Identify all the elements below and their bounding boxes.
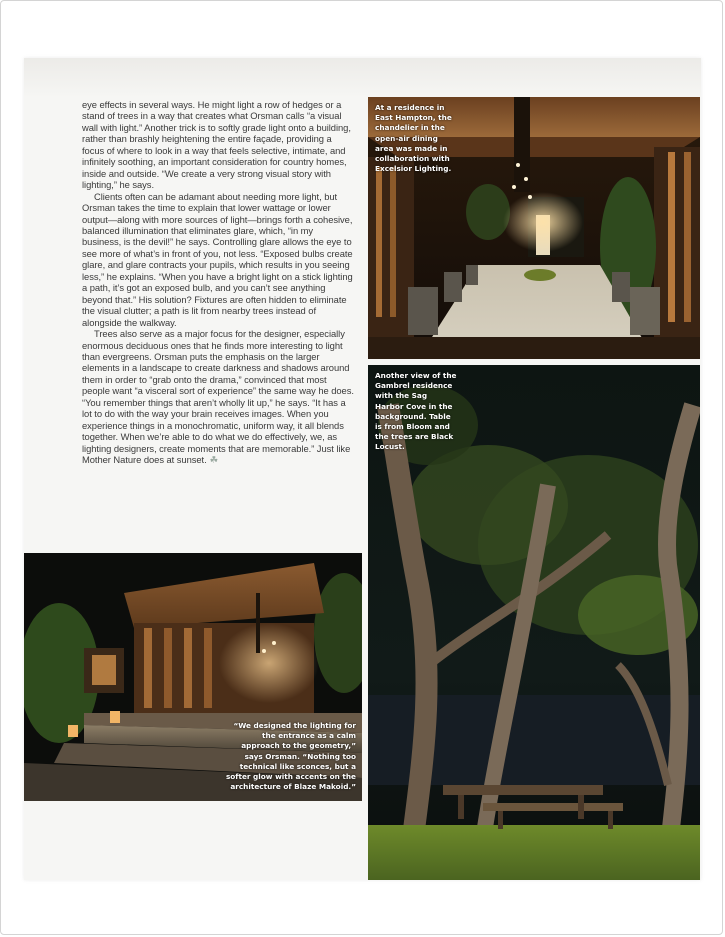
trees-caption-line: background. Table (375, 411, 451, 421)
dining-caption-line: East Hampton, the (375, 113, 452, 123)
leaf-mark-icon: ☘ (209, 454, 219, 466)
entrance-caption-line: architecture of Blaze Makoid.” (230, 782, 356, 792)
paragraph-3-text: Trees also serve as a major focus for the designer, especially enormous deciduous ones that he finds more interesting to light than evergreens. Orsman puts the emphasis on the larger elements in a landscape to create darkness and shadows around them in order to “grab onto the drama,” convinced that most people want “a visceral sort of experience” the same way he does. “You remember things that aren’t wholly lit up,” he says. “It has a lot to do with the way your brain receives images. When you experience things in a monochromatic, uniform way, it all blends together. When we’re able to do what we do effectively, we, as lighting designers, create moments that are memorable.” Just like Mother Nature does at sunset. (82, 328, 354, 466)
paragraph-1: eye effects in several ways. He might light a row of hedges or a stand of trees in a way that creates what Orsman calls “a visual wall with light.” Another trick is to softly grade light onto a building, rather than brashly heightening the entire façade, providing a focus of where to look in a way that feels selective, intimate, and infinitely soothing, an important consideration for country homes, inside and outside. “We create a very strong visual story with lighting,” he says. (82, 99, 351, 191)
entrance-caption-line: “We designed the lighting for (233, 721, 356, 730)
entrance-caption-line: softer glow with accents on the (225, 772, 356, 782)
trees-photo (368, 365, 700, 880)
entrance-caption-line: the entrance as a calm (262, 731, 356, 741)
trees-caption-line: Locust. (375, 442, 405, 452)
dining-caption-line: At a residence in (375, 103, 445, 112)
trees-caption-line: the trees are Black (375, 432, 454, 442)
page-top-shade (24, 58, 701, 98)
trees-caption-line: Gambrel residence (375, 381, 453, 391)
entrance-caption (226, 721, 356, 792)
paragraph-3 (82, 328, 354, 465)
dining-photo (368, 97, 700, 359)
entrance-caption-line: says Orsman. “Nothing too (244, 751, 356, 761)
trees-caption (375, 371, 456, 453)
trees-caption-line: with the Sag (375, 391, 428, 401)
article-body (82, 99, 354, 466)
trees-caption-line: Harbor Cove in the (375, 401, 453, 411)
entrance-caption-line: approach to the geometry,” (241, 741, 356, 751)
dining-caption-line: chandelier in the (375, 123, 445, 133)
trees-caption-line: is from Bloom and (375, 422, 450, 432)
dining-caption-line: collaboration with (375, 154, 450, 164)
entrance-photo (24, 553, 362, 801)
trees-caption-line: Another view of the (375, 371, 457, 380)
paragraph-2: Clients often can be adamant about needing more light, but Orsman takes the time to explain that lower wattage or lower output—along with more sources of light—brings forth a cohesive, balanced illumination that eliminates glare, which, “in my business, is the devil!” he says. Controlling glare allows the eye to see more of what’s in front of you, not less. “Exposed bulbs create glare, and glare contracts your pupils, which results in you seeing less,” he explains. “When you have a bright light on a stick lighting a path, it’s got an exposed bulb, and you can’t see anything beyond that.” His solution? Fixtures are often hidden to eliminate the visual clutter; a path is lit from nearby trees instead of alongside the walkway. (82, 190, 353, 328)
dining-caption-line: open-air dining (375, 133, 438, 143)
dining-caption (375, 103, 452, 174)
entrance-caption-line: technical like sconces, but a (239, 761, 356, 771)
dining-caption-line: area was made in (375, 143, 448, 153)
dining-caption-line: Excelsior Lighting. (375, 164, 452, 174)
